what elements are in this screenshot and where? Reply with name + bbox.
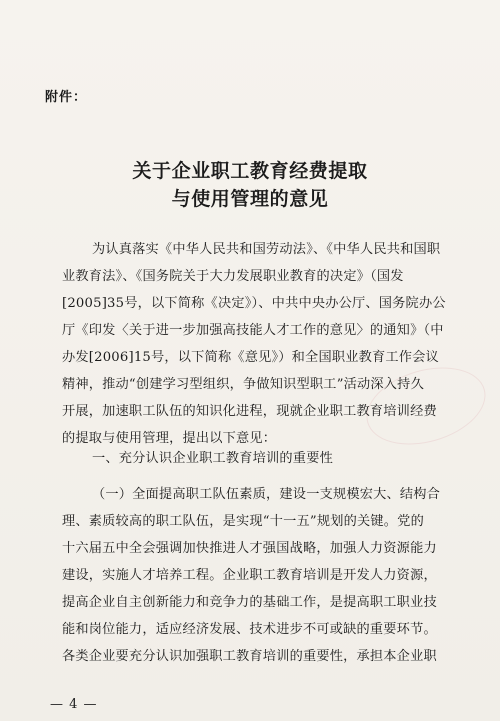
section-line-1: （一）全面提高职工队伍素质，建设一支规模宏大、结构合 bbox=[92, 487, 441, 502]
section-heading: 一、充分认识企业职工教育培训的重要性 bbox=[92, 451, 333, 466]
section-line-7: 各类企业要充分认识加强职工教育培训的重要性，承担本企业职 bbox=[62, 649, 437, 664]
section-line-3: 十六届五中全会强调加快推进人才强国战略，加强人力资源能力 bbox=[62, 541, 437, 556]
body-line-8: 的提取与使用管理，提出以下意见： bbox=[62, 431, 277, 446]
body-line-6: 精神，推动“创建学习型组织，争做知识型职工”活动深入持久 bbox=[62, 377, 424, 392]
body-line-2: 业教育法》、《国务院关于大力发展职业教育的决定》（国发 bbox=[62, 269, 404, 284]
section-line-6: 能和岗位能力，适应经济发展、技术进步不可或缺的重要环节。 bbox=[62, 622, 437, 637]
document-title-line-2: 与使用管理的意见 bbox=[171, 188, 329, 210]
body-line-1: 为认真落实《中华人民共和国劳动法》、《中华人民共和国职 bbox=[92, 242, 441, 257]
attachment-label: 附件： bbox=[45, 90, 88, 105]
document-title-line-1: 关于企业职工教育经费提取 bbox=[132, 160, 368, 182]
page-number: — 4 — bbox=[50, 697, 98, 712]
section-line-2: 理、素质较高的职工队伍，是实现“十一五”规划的关键。党的 bbox=[62, 514, 424, 529]
body-line-5: 办发[2006]15号，以下简称《意见》）和全国职业教育工作会议 bbox=[62, 350, 439, 365]
body-line-3: [2005]35号，以下简称《决定》）、中共中央办公厅、国务院办公 bbox=[62, 296, 446, 311]
body-line-4: 厅《印发〈关于进一步加强高技能人才工作的意见〉的通知》（中 bbox=[62, 323, 444, 338]
section-line-5: 提高企业自主创新能力和竞争力的基础工作，是提高职工职业技 bbox=[62, 595, 437, 610]
body-line-7: 开展，加速职工队伍的知识化进程，现就企业职工教育培训经费 bbox=[62, 404, 437, 419]
section-line-4: 建设，实施人才培养工程。企业职工教育培训是开发人力资源， bbox=[62, 568, 437, 583]
